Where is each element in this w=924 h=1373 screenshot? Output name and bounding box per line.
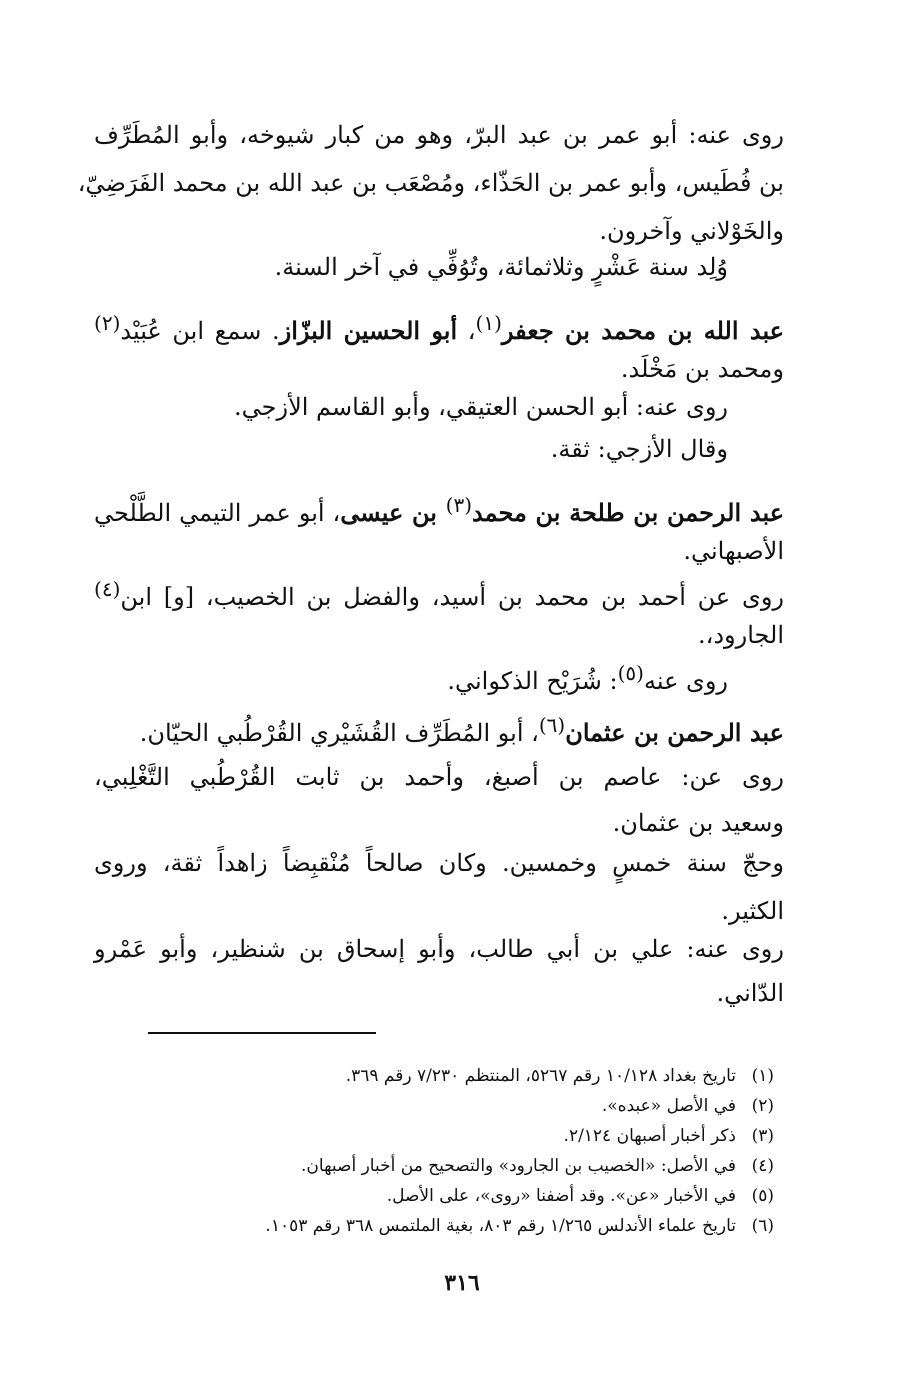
page-number: ٣١٦ — [444, 1270, 480, 1296]
footnote-number: (٦) — [751, 1216, 774, 1236]
footnote-text: في الأصل «عبده». — [601, 1096, 736, 1116]
body-line: الدّاني. — [716, 979, 784, 1007]
body-line — [38, 656, 728, 698]
footnote — [134, 1062, 774, 1090]
body-line: وُلِد سنة عَشْرٍ وثلاثمائة، وتُوُفِّي في آخر السنة. — [274, 253, 728, 281]
footnote-number: (٢) — [751, 1096, 774, 1116]
footnote — [134, 1212, 774, 1240]
body-line — [94, 572, 784, 614]
body-line: وقال الأزجي: ثقة. — [550, 435, 728, 463]
footnote-text: في الأصل: «الخصيب بن الجارود» والتصحيح من أخبار أصبهان. — [301, 1156, 736, 1176]
entry-name: عبد الرحمن بن عثمان — [565, 718, 784, 747]
entry-name: عبد الله بن محمد بن جعفر — [501, 316, 785, 345]
footnote-ref: (٥) — [617, 661, 644, 685]
body-line: الكثير. — [721, 897, 784, 925]
entry-text: ، أبو عمر التيمي الطَّلْحي — [94, 499, 341, 527]
footnote — [134, 1092, 774, 1120]
footnote-text: في الأخبار «عن». وقد أضفنا «روى»، على الأصل. — [386, 1186, 736, 1206]
body-line: والخَوْلاني وآخرون. — [599, 217, 784, 245]
body-line: وسعيد بن عثمان. — [612, 809, 784, 837]
body-line: روى عن: عاصم بن أصبغ، وأحمد بن ثابت القُرْطُبي التَّغْلِبي، — [94, 763, 784, 791]
footnote-text: ذكر أخبار أصبهان ٢/١٢٤. — [563, 1126, 736, 1146]
footnote — [134, 1182, 774, 1210]
footnote-ref: (٦) — [538, 713, 566, 737]
entry-heading-line — [94, 488, 784, 530]
footnote-text: تاريخ بغداد ١٠/١٢٨ رقم ٥٢٦٧، المنتظم ٧/٢٣٠ رقم ٣٦٩. — [345, 1066, 736, 1086]
line-text: : شُرَيْح الذكواني. — [447, 667, 618, 695]
separator: ، — [457, 317, 476, 345]
entry-text: ، أبو المُطَرِّف القُشَيْري القُرْطُبي الحيّان. — [139, 719, 539, 747]
entry-heading-line — [94, 708, 784, 750]
body-line: روى عنه: علي بن أبي طالب، وأبو إسحاق بن شنظير، وأبو عَمْرو — [94, 935, 784, 963]
entry-name-cont: بن عيسى — [340, 498, 446, 527]
footnote-ref: (٢) — [94, 311, 121, 335]
footnote-ref: (١) — [475, 311, 502, 335]
footnote-ref: (٤) — [94, 577, 121, 601]
footnote-number: (٣) — [751, 1126, 774, 1146]
footnote-number: (٥) — [751, 1186, 774, 1206]
body-line: وحجّ سنة خمسٍ وخمسين. وكان صالحاً مُنْقبِضاً زاهداً ثقة، وروى — [94, 849, 784, 877]
line-text: روى عن أحمد بن محمد بن أسيد، والفضل بن الخصيب، [و] ابن — [120, 583, 784, 611]
body-line: بن فُطَيس، وأبو عمر بن الحَذّاء، ومُصْعَب بن عبد الله بن محمد الفَرَضِيّ، — [77, 169, 784, 197]
footnote-number: (١) — [751, 1066, 774, 1086]
footnote-ref: (٣) — [445, 493, 473, 517]
line-text: روى عنه — [643, 667, 728, 695]
entry-text: . سمع ابن عُبَيْد — [120, 317, 280, 345]
footnote-text: تاريخ علماء الأندلس ١/٢٦٥ رقم ٨٠٣، بغية الملتمس ٣٦٨ رقم ١٠٥٣. — [265, 1216, 736, 1236]
footnote — [134, 1152, 774, 1180]
entry-name: عبد الرحمن بن طلحة بن محمد — [472, 498, 785, 527]
body-line: الجارود،. — [697, 621, 784, 649]
body-line: روى عنه: أبو الحسن العتيقي، وأبو القاسم الأزجي. — [234, 393, 728, 421]
footnote-divider — [148, 1032, 376, 1034]
footnote-number: (٤) — [751, 1156, 774, 1176]
entry-heading-line — [94, 306, 784, 348]
body-line: الأصبهاني. — [683, 537, 784, 565]
footnote — [134, 1122, 774, 1150]
entry-kunya: أبو الحسين البزّاز — [279, 316, 458, 345]
body-line: روى عنه: أبو عمر بن عبد البرّ، وهو من كبار شيوخه، وأبو المُطَرِّف — [94, 121, 784, 149]
body-line: ومحمد بن مَخْلَد. — [620, 355, 784, 383]
